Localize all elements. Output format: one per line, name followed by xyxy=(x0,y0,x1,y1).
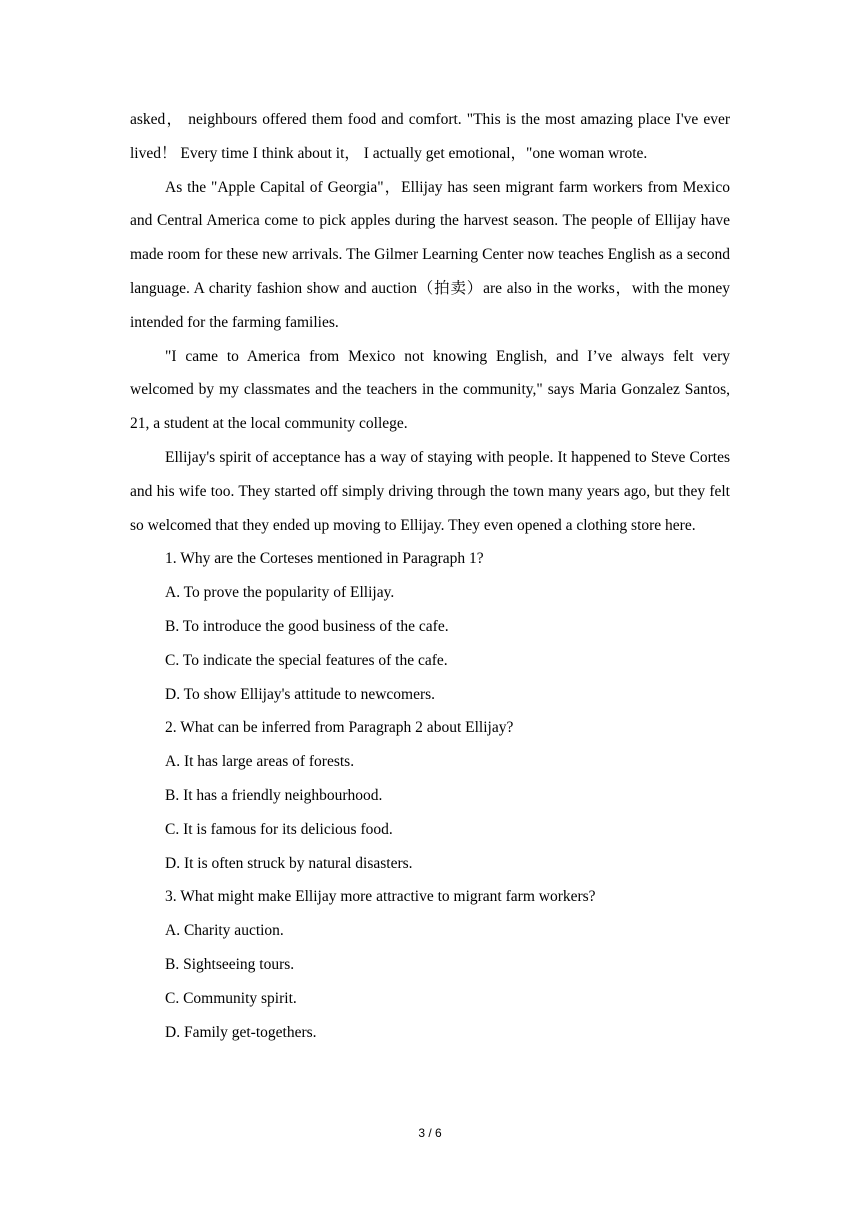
question-3 xyxy=(130,880,730,1049)
passage-paragraph: As the "Apple Capital of Georgia"，Ellijay has seen migrant farm workers from Mexico and Central America come to pick apples during the harvest season. The people of Ellijay have made room for these new arrivals. The Gilmer Learning Center now teaches English as a second language. A charity fashion show and auction（拍卖）are also in the works，with the money intended for the farming families. xyxy=(130,178,730,331)
answer-option: C. To indicate the special features of the cafe. xyxy=(165,651,448,669)
answer-option: D. Family get-togethers. xyxy=(165,1023,317,1041)
answer-option: A. To prove the popularity of Ellijay. xyxy=(165,584,395,602)
answer-option: D. It is often struck by natural disasters. xyxy=(165,854,413,872)
answer-option: B. To introduce the good business of the cafe. xyxy=(165,617,449,635)
answer-option: D. To show Ellijay's attitude to newcomers. xyxy=(165,685,436,703)
question-stem: 1. Why are the Corteses mentioned in Paragraph 1? xyxy=(165,550,484,568)
question-1 xyxy=(130,542,730,711)
answer-option: B. Sightseeing tours. xyxy=(165,955,295,973)
answer-option: A. It has large areas of forests. xyxy=(165,753,355,771)
answer-option: B. It has a friendly neighbourhood. xyxy=(165,786,383,804)
answer-option: C. Community spirit. xyxy=(165,989,297,1007)
page-number: 3 / 6 xyxy=(418,1126,442,1140)
passage-paragraph: "I came to America from Mexico not knowing English, and I’ve always felt very welcomed by my classmates and the teachers in the community," says Maria Gonzalez Santos, 21, a student at the local community college. xyxy=(130,347,730,433)
passage-paragraph: Ellijay's spirit of acceptance has a way of staying with people. It happened to Steve Cortes and his wife too. They started off simply driving through the town many years ago, but they felt so welcomed that they ended up moving to Ellijay. They even opened a clothing store here. xyxy=(130,448,730,534)
question-stem: 3. What might make Ellijay more attractive to migrant farm workers? xyxy=(165,888,596,906)
question-stem: 2. What can be inferred from Paragraph 2 about Ellijay? xyxy=(165,719,514,737)
answer-option: A. Charity auction. xyxy=(165,922,284,940)
passage-paragraph: asked， neighbours offered them food and comfort. "This is the most amazing place I've ever lived！ Every time I think about it， I actually get emotional，"one woman wrote. xyxy=(130,111,730,162)
question-2 xyxy=(130,711,730,880)
document-page xyxy=(130,103,730,1049)
answer-option: C. It is famous for its delicious food. xyxy=(165,820,393,838)
